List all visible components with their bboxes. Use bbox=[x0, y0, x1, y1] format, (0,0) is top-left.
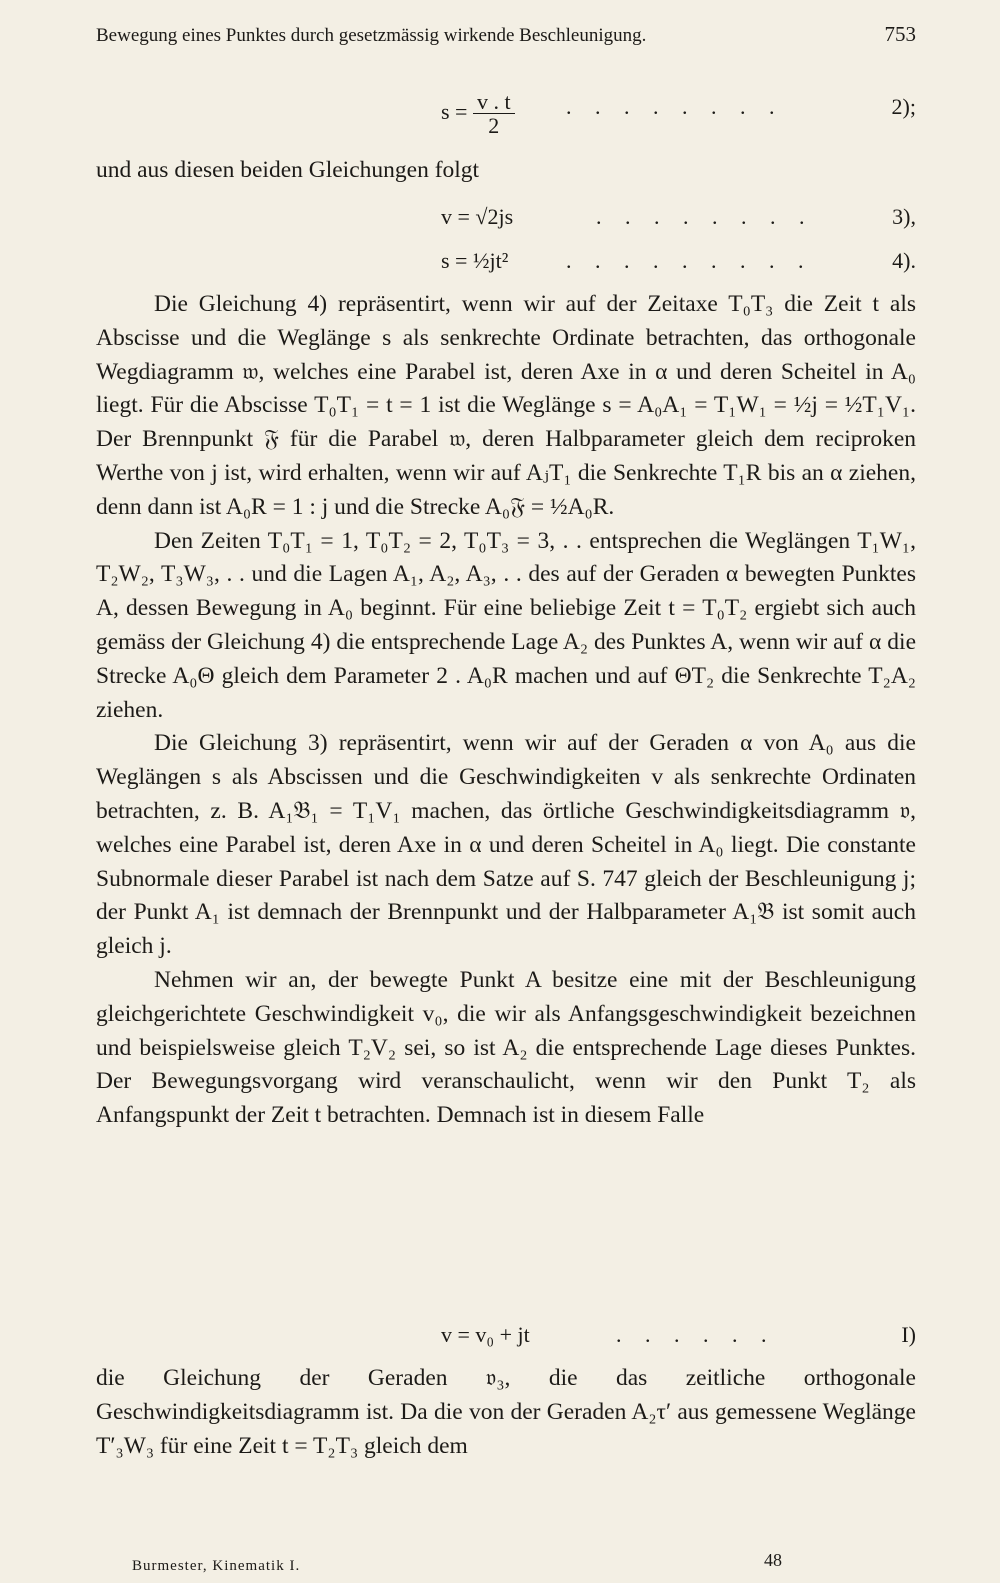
equation-2 bbox=[96, 89, 916, 139]
paragraph-3: Die Gleichung 3) repräsentirt, wenn wir auf der Geraden α von A₀ aus die Weglängen s als Abscissen und die Geschwindigkeiten v als senkrechte Ordinaten betrachten, z. B. A₁𝔅₁ = T₁V₁ machen, das örtliche Geschwindigkeitsdiagramm 𝔳, welches eine Parabel ist, deren Axe in α und deren Scheitel in A₀ liegt. Die constante Subnormale dieser Parabel ist nach dem Satze auf S. 747 gleich der Beschleunigung j; der Punkt A₁ ist demnach der Brennpunkt und der Halbparameter A₁𝔅 ist somit auch gleich j. bbox=[96, 730, 916, 960]
eq4-number: 4). bbox=[892, 248, 916, 273]
eq2-denominator: 2 bbox=[488, 113, 500, 139]
final-text bbox=[96, 1362, 916, 1463]
eq2-dots: . . . . . . . . bbox=[566, 94, 784, 119]
eq2-numerator: v . t bbox=[473, 90, 515, 114]
intro-line-block bbox=[96, 154, 916, 188]
eqI-number: I) bbox=[901, 1322, 916, 1347]
running-header bbox=[96, 22, 916, 47]
eq3-number: 3), bbox=[892, 204, 916, 229]
eq2-lhs: s = bbox=[441, 99, 468, 125]
equation-I bbox=[96, 1318, 916, 1358]
paragraph-4: Nehmen wir an, der bewegte Punkt A besitze eine mit der Beschleunigung gleichgerichtete Geschwindigkeit v₀, die wir als Anfangsgeschwindigkeit bezeichnen und beispielsweise gleich T₂V₂ sei, so ist A₂ die entsprechende Lage dieses Punktes. Der Bewegungsvorgang wird veranschaulicht, wenn wir den Punkt T₂ als Anfangspunkt der Zeit t betrachten. Demnach ist in diesem Falle bbox=[96, 966, 916, 1129]
page-number: 753 bbox=[884, 22, 916, 46]
eq4-dots: . . . . . . . . . bbox=[566, 248, 813, 273]
footer-author: Burmester, Kinematik I. bbox=[132, 1558, 301, 1574]
eq2-number: 2); bbox=[891, 94, 916, 119]
signature-mark: 48 bbox=[764, 1550, 782, 1570]
running-title: Bewegung eines Punktes durch gesetzmässig wirkende Beschleunigung. bbox=[96, 25, 647, 46]
equation-3 bbox=[96, 200, 916, 240]
eq2-fraction bbox=[473, 90, 515, 138]
final-paragraph: die Gleichung der Geraden 𝔳₃, die das zeitliche orthogonale Geschwindigkeitsdiagramm ist. Da die von der Geraden A₂τ′ aus gemessene Weglänge T′₃W₃ für eine Zeit t = T₂T₃ gleich dem bbox=[96, 1365, 916, 1459]
body-text bbox=[96, 288, 916, 1133]
eqI-dots: . . . . . . bbox=[616, 1322, 776, 1347]
equation-4 bbox=[96, 244, 916, 284]
eq3-dots: . . . . . . . . bbox=[596, 204, 814, 229]
paragraph-2: Den Zeiten T₀T₁ = 1, T₀T₂ = 2, T₀T₃ = 3, . . entsprechen die Weglängen T₁W₁, T₂W₂, T₃W₃, . . und die Lagen A₁, A₂, A₃, . . des auf der Geraden α bewegten Punktes A, dessen Bewegung in A₀ beginnt. Für eine beliebige Zeit t = T₀T₂ ergiebt sich auch gemäss der Gleichung 4) die entsprechende Lage A₂ des Punktes A, wenn wir auf α die Strecke A₀Θ gleich dem Parameter 2 . A₀R machen und auf ΘT₂ die Senkrechte T₂A₂ ziehen. bbox=[96, 527, 916, 723]
intro-line: und aus diesen beiden Gleichungen folgt bbox=[96, 157, 480, 183]
eqI-formula: v = v₀ + jt bbox=[441, 1322, 530, 1347]
paragraph-1: Die Gleichung 4) repräsentirt, wenn wir auf der Zeitaxe T₀T₃ die Zeit t als Abscisse und die Weglänge s als senkrechte Ordinate betrachten, das orthogonale Wegdiagramm 𝔴, welches eine Parabel ist, deren Axe in α und deren Scheitel in A₀ liegt. Für die Abscisse T₀T₁ = t = 1 ist die Weglänge s = A₀A₁ = T₁W₁ = ½j = ½T₁V₁. Der Brennpunkt 𝔉 für die Parabel 𝔴, deren Halbparameter gleich dem reciproken Werthe von j ist, wird erhalten, wenn wir auf AⱼT₁ die Senkrechte T₁R bis an α ziehen, denn dann ist A₀R = 1 : j und die Strecke A₀𝔉 = ½A₀R. bbox=[96, 291, 916, 520]
eq4-formula: s = ½jt² bbox=[441, 248, 509, 273]
eq3-formula: v = √2js bbox=[441, 204, 514, 229]
